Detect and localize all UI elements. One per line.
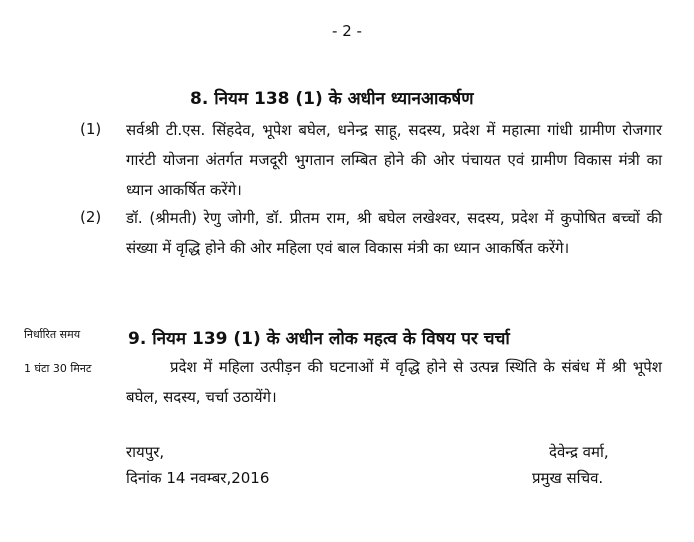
allotted-time-label: निर्धारित समय	[24, 328, 81, 341]
item-1-number: (1)	[80, 120, 102, 138]
item-2-number: (2)	[80, 208, 102, 226]
place: रायपुर,	[126, 443, 165, 461]
section-9-text: प्रदेश में महिला उत्पीड़न की घटनाओं में वृद्धि होने से उत्पन्न स्थिति के संबंध में श्री भूपेश बघेल, सदस्य, चर्चा उठायेंगे।	[126, 358, 662, 406]
allotted-time-note	[24, 318, 91, 386]
item-1-text: सर्वश्री टी.एस. सिंहदेव, भूपेश बघेल, धनेन्द्र साहू, सदस्य, प्रदेश में महात्मा गांधी ग्रामीण रोजगार गारंटी योजना अंतर्गत मजदूरी भुगतान लम्बित होने की ओर पंचायत एवं ग्रामीण विकास मंत्री का ध्यान आकर्षित करेंगे।	[126, 121, 662, 199]
date: दिनांक 14 नवम्बर,2016	[126, 469, 270, 487]
signer-name: देवेन्द्र वर्मा,	[549, 443, 609, 461]
page-number: - 2 -	[332, 22, 362, 40]
section-9-heading: 9. नियम 139 (1) के अधीन लोक महत्व के विषय पर चर्चा	[128, 329, 510, 349]
signer-title: प्रमुख सचिव.	[532, 469, 604, 487]
section-8-heading: 8. नियम 138 (1) के अधीन ध्यानआकर्षण	[190, 89, 474, 109]
item-2-text: डॉ. (श्रीमती) रेणु जोगी, डॉ. प्रीतम राम, श्री बघेल लखेश्वर, सदस्य, प्रदेश में कुपोषित बच्चों की संख्या में वृद्धि होने की ओर महिला एवं बाल विकास मंत्री का ध्यान आकर्षित करेंगे।	[126, 209, 662, 257]
allotted-time-value: 1 घंटा 30 मिनट	[24, 362, 92, 375]
